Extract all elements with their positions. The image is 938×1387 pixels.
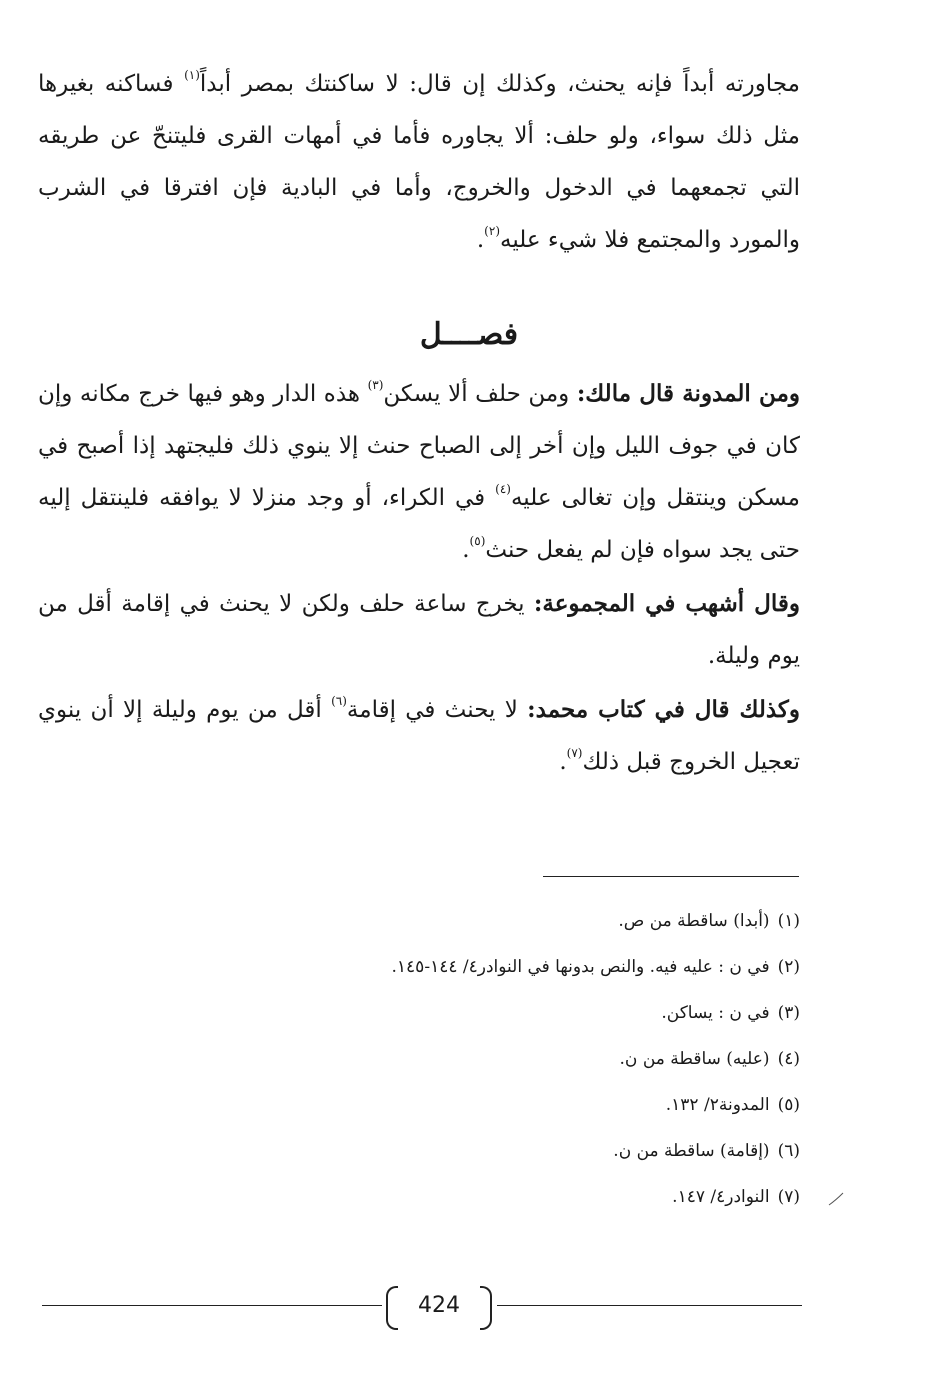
footnote-ref-4: (٤) [495, 482, 511, 496]
paragraph-2-text-b: هذه الدار وهو فيها خرج مكانه وإن كان في جوف الليل وإن أخر إلى الصباح حنث إلا ينوي ذلك فليجتهد إذا أصبح في مسكن وينتقل وإن تغالى عليه [38, 381, 800, 511]
footnote-divider [543, 876, 799, 877]
pen-stroke-mark [826, 1188, 846, 1208]
footnote-number: (٦) [777, 1141, 800, 1161]
footnote-number: (٥) [777, 1095, 800, 1115]
paragraph-4-lead: وكذلك قال في كتاب محمد: [527, 696, 800, 723]
paragraph-3-lead: وقال أشهب في المجموعة: [533, 590, 800, 617]
footnote-ref-3: (٣) [367, 378, 384, 392]
footnote-item [38, 1174, 800, 1220]
paragraph-4 [38, 684, 800, 788]
paragraph-1 [38, 58, 800, 266]
footnote-text: (إقامة) ساقطة من ن. [613, 1141, 770, 1161]
footnote-text: النوادر٤/ ١٤٧. [672, 1187, 770, 1207]
footnote-item [38, 1128, 800, 1174]
footnote-number: (٢) [777, 957, 800, 977]
footnote-item [38, 944, 800, 990]
footnote-ref-6: (٦) [331, 694, 347, 708]
footnote-number: (٣) [777, 1003, 800, 1023]
footnote-text: في ن : عليه فيه. والنص بدونها في النوادر٤/ ١٤٤-١٤٥. [391, 957, 770, 977]
paragraph-3 [38, 578, 800, 682]
footnote-number: (١) [777, 911, 800, 931]
footnote-text: (أبدا) ساقطة من ص. [618, 911, 770, 931]
footnote-text: (عليه) ساقطة من ن. [619, 1049, 770, 1069]
section-heading: فصــــل [419, 317, 519, 352]
paragraph-1-text-a: مجاورته أبداً فإنه يحنث، وكذلك إن قال: لا ساكنتك بمصر أبداً [199, 71, 800, 97]
footnotes-list [38, 898, 800, 1220]
paragraph-1-text-c: . [476, 227, 485, 253]
footnote-text: المدونة٢/ ١٣٢. [665, 1095, 770, 1115]
paragraph-2 [38, 368, 800, 576]
paragraph-2-text-a: ومن حلف ألا يسكن [383, 381, 577, 407]
footnote-item [38, 1082, 800, 1128]
page-number: 424 [418, 1293, 460, 1318]
paragraph-4-text-b: أقل من يوم وليلة إلا أن ينوي تعجيل الخروج قبل ذلك [38, 697, 800, 775]
footnote-number: (٤) [777, 1049, 800, 1069]
footer-rule-right [497, 1305, 802, 1306]
footnote-ref-1: (١) [184, 68, 200, 82]
footnote-number: (٧) [777, 1187, 800, 1207]
footnote-text: في ن : يساكن. [661, 1003, 770, 1023]
footnote-item [38, 898, 800, 944]
paragraph-2-text-c: في الكراء، أو وجد منزلا لا يوافقه فلينتقل إليه حتى يجد سواه فإن لم يفعل حنث [38, 485, 800, 563]
page-number-bracket-right [480, 1286, 492, 1330]
footnote-ref-7: (٧) [566, 746, 583, 760]
footnote-item [38, 990, 800, 1036]
paragraph-2-lead: ومن المدونة قال مالك: [576, 380, 800, 407]
footnote-ref-5: (٥) [469, 534, 486, 548]
paragraph-4-text-c: . [559, 749, 567, 775]
footnote-ref-2: (٢) [484, 224, 500, 238]
paragraph-2-text-d: . [462, 537, 470, 563]
footer-rule-left [42, 1305, 382, 1306]
paragraph-1-text-b: فساكنه بغيرها مثل ذلك سواء، ولو حلف: ألا يجاوره فأما في أمهات القرى فليتنحّ عن طريقه التي تجمعهما في الدخول والخروج، وأما في البادية فإن افترقا في الشرب والمورد والمجتمع فلا شيء عليه [38, 71, 800, 253]
paragraph-3-text: يخرج ساعة حلف ولكن لا يحنث في إقامة أقل من يوم وليلة. [38, 591, 800, 669]
footnote-item [38, 1036, 800, 1082]
paragraph-4-text-a: لا يحنث في إقامة [346, 697, 528, 723]
